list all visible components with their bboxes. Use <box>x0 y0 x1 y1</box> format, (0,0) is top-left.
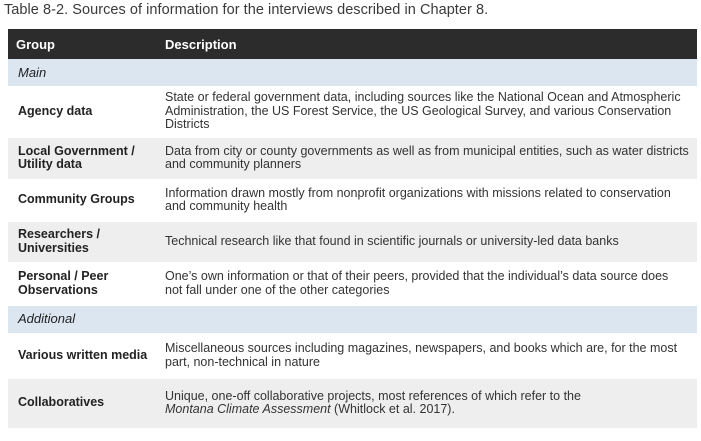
description-cell: Data from city or county governments as well as from municipal entities, such as water districts and community planners <box>158 137 697 179</box>
description-text: Unique, one-off collaborative projects, most references of which refer to the <box>165 388 581 403</box>
table-row <box>8 333 697 378</box>
group-cell: Various written media <box>8 333 158 378</box>
description-cell <box>158 378 697 428</box>
section-row-main <box>8 59 697 86</box>
description-column-header: Description <box>165 36 237 52</box>
description-cell: Technical research like that found in scientific journals or university-led data banks <box>158 221 697 262</box>
table-caption: Table 8-2. Sources of information for the interviews described in Chapter 8. <box>4 2 489 18</box>
group-cell: Researchers / Universities <box>8 221 158 262</box>
section-label-additional: Additional <box>8 305 697 333</box>
group-cell: Collaboratives <box>8 378 158 428</box>
description-cell: One’s own information or that of their peers, provided that the individual’s data source does not fall under one of the other categories <box>158 262 697 305</box>
description-cell: Information drawn mostly from nonprofit organizations with missions related to conservation and community health <box>158 179 697 221</box>
sources-table <box>8 29 697 429</box>
table-row <box>8 221 697 262</box>
table-header <box>8 29 697 59</box>
group-cell: Personal / Peer Observations <box>8 262 158 305</box>
table-row <box>8 86 697 137</box>
citation-text: (Whitlock et al. 2017). <box>330 402 455 416</box>
report-title: Montana Climate Assessment <box>165 402 331 416</box>
group-column-header: Group <box>16 36 55 52</box>
section-row-additional <box>8 305 697 333</box>
table-row <box>8 262 697 305</box>
table-row <box>8 137 697 179</box>
section-label-main: Main <box>8 59 697 86</box>
description-cell: State or federal government data, including sources like the National Ocean and Atmospheric Administration, the US Forest Service, the US Geological Survey, and various Conservation Districts <box>158 86 697 137</box>
group-cell: Agency data <box>8 86 158 137</box>
group-cell: Local Government / Utility data <box>8 137 158 179</box>
group-cell: Community Groups <box>8 179 158 221</box>
table-row <box>8 179 697 221</box>
description-cell: Miscellaneous sources including magazines, newspapers, and books which are, for the most part, non-technical in nature <box>158 333 697 378</box>
table-row <box>8 378 697 428</box>
